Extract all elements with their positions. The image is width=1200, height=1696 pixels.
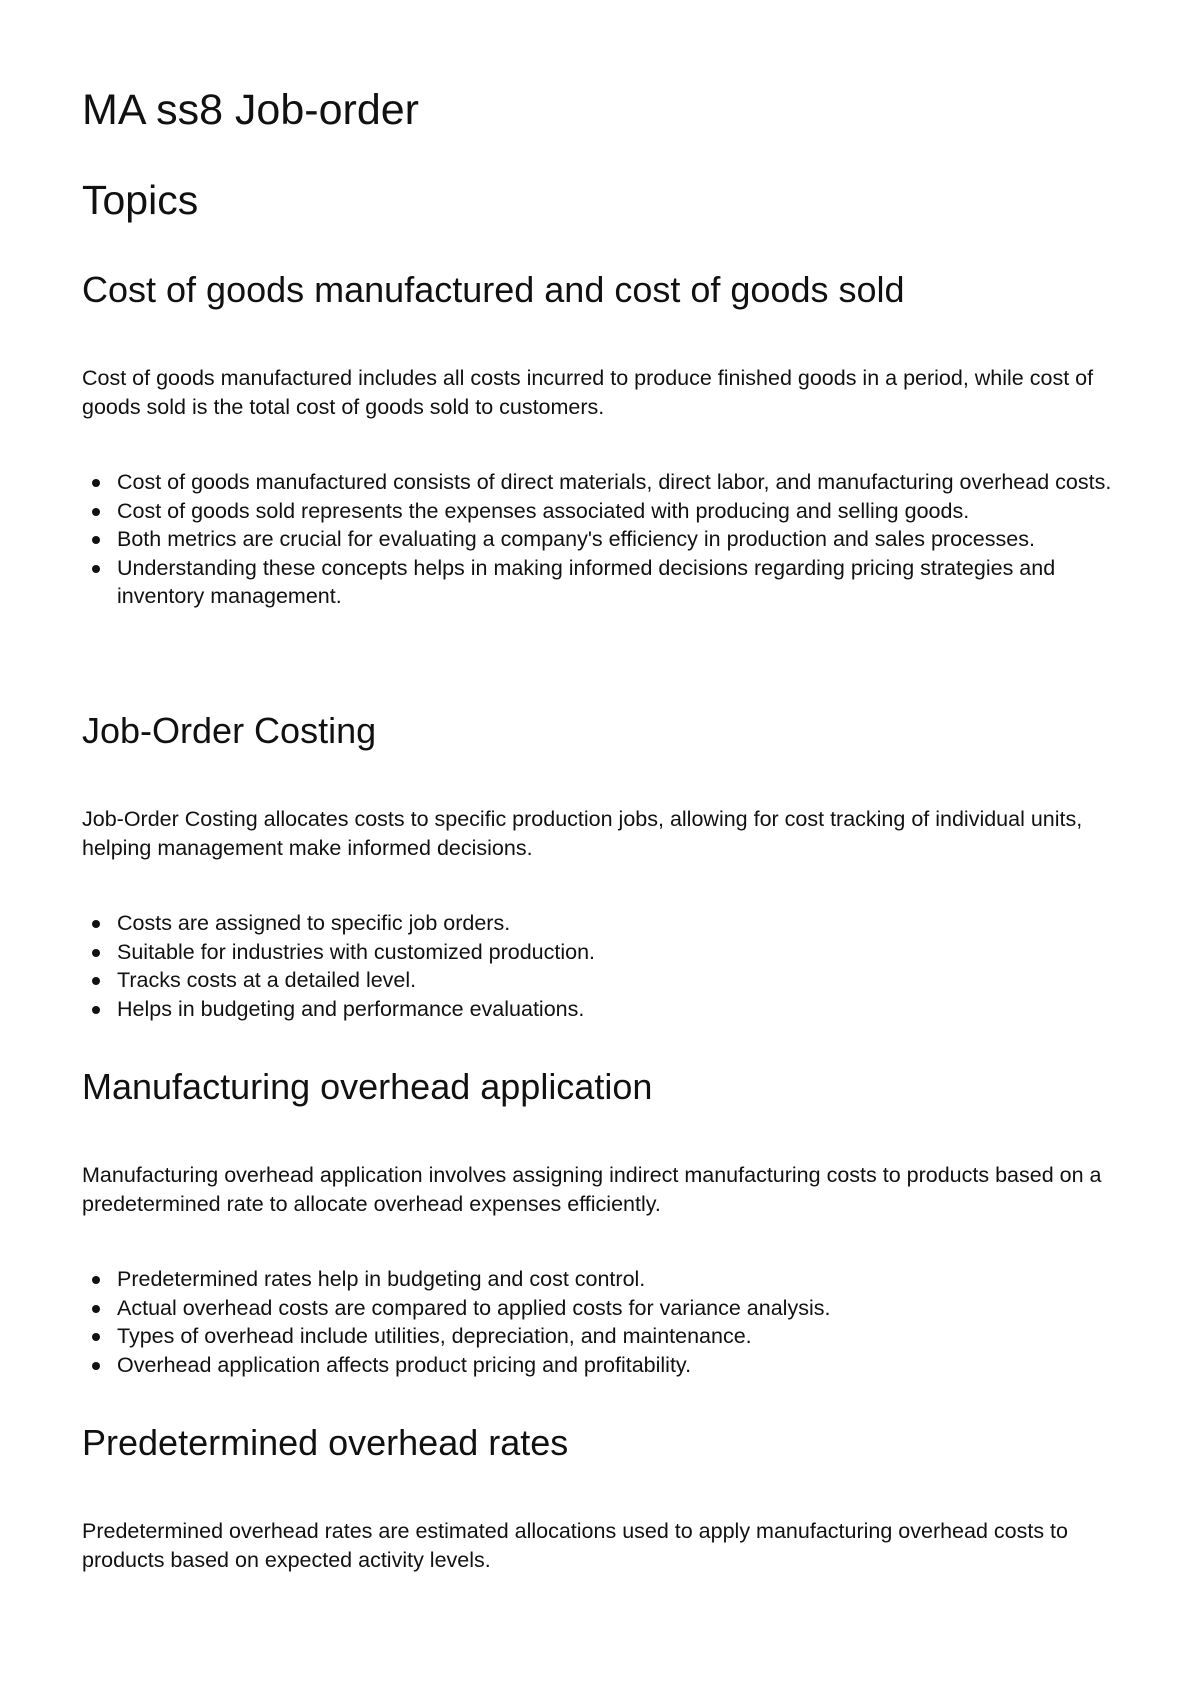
bullet-list-overhead-application [82, 1265, 1142, 1379]
list-item: Understanding these concepts helps in making informed decisions regarding pricing strategies and inventory management. [82, 554, 1142, 611]
list-item: Costs are assigned to specific job orders. [82, 909, 1142, 938]
list-item: Cost of goods manufactured consists of direct materials, direct labor, and manufacturing overhead costs. [82, 468, 1142, 497]
list-item: Actual overhead costs are compared to applied costs for variance analysis. [82, 1294, 1142, 1323]
topics-heading: Topics [82, 177, 199, 223]
list-item: Cost of goods sold represents the expenses associated with producing and selling goods. [82, 497, 1142, 526]
list-item: Tracks costs at a detailed level. [82, 966, 1142, 995]
list-item: Both metrics are crucial for evaluating a company's efficiency in production and sales processes. [82, 525, 1142, 554]
bullet-list-cogm-cogs [82, 468, 1142, 611]
section-heading-cogm-cogs: Cost of goods manufactured and cost of goods sold [82, 269, 905, 310]
section-summary-cogm-cogs: Cost of goods manufactured includes all costs incurred to produce finished goods in a period, while cost of goods sold is the total cost of goods sold to customers. [82, 366, 1094, 419]
section-summary-overhead-application: Manufacturing overhead application involves assigning indirect manufacturing costs to products based on a predetermined rate to allocate overhead expenses efficiently. [82, 1163, 1102, 1216]
list-item: Helps in budgeting and performance evaluations. [82, 995, 1142, 1024]
section-summary-job-order-costing: Job-Order Costing allocates costs to specific production jobs, allowing for cost tracking of individual units, helping management make informed decisions. [82, 807, 1083, 860]
section-summary-predetermined-rates: Predetermined overhead rates are estimated allocations used to apply manufacturing overhead costs to products based on expected activity levels. [82, 1519, 1068, 1572]
list-item: Predetermined rates help in budgeting and cost control. [82, 1265, 1142, 1294]
section-heading-overhead-application: Manufacturing overhead application [82, 1066, 653, 1107]
section-heading-job-order-costing: Job-Order Costing [82, 710, 377, 751]
list-item: Suitable for industries with customized production. [82, 938, 1142, 967]
list-item: Types of overhead include utilities, depreciation, and maintenance. [82, 1322, 1142, 1351]
document-title: MA ss8 Job-order [82, 86, 419, 134]
list-item: Overhead application affects product pricing and profitability. [82, 1351, 1142, 1380]
section-heading-predetermined-rates: Predetermined overhead rates [82, 1422, 569, 1463]
bullet-list-job-order-costing [82, 909, 1142, 1023]
